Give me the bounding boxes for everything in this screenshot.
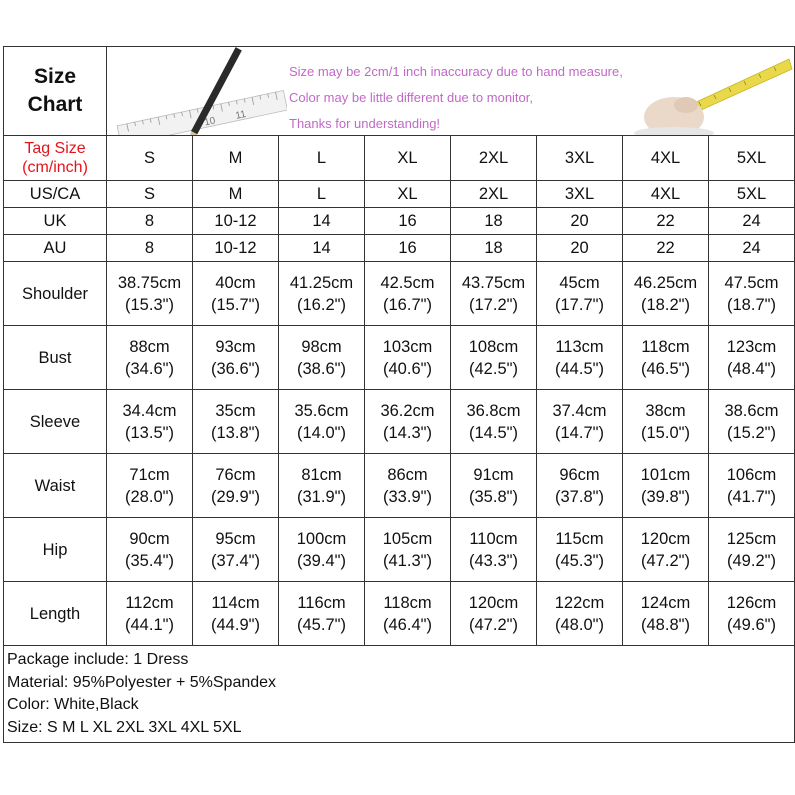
inch-value: (17.7") — [555, 295, 604, 314]
svg-text:11: 11 — [234, 108, 248, 122]
inch-value: (44.1") — [125, 615, 174, 634]
measurement-rows — [4, 262, 795, 646]
cm-value: 96cm — [559, 465, 600, 484]
measure-cell — [623, 390, 709, 454]
cm-value: 120cm — [468, 593, 519, 612]
row-label: Waist — [4, 454, 107, 518]
table-cell: 20 — [537, 235, 623, 262]
size-row-au — [4, 235, 795, 262]
table-cell: 10-12 — [193, 235, 279, 262]
cm-value: 86cm — [387, 465, 428, 484]
table-cell: XL — [365, 181, 451, 208]
inch-value: (18.7") — [727, 295, 776, 314]
inch-value: (49.2") — [727, 551, 776, 570]
measure-cell — [451, 518, 537, 582]
measure-cell — [537, 582, 623, 646]
cm-value: 101cm — [640, 465, 691, 484]
measure-cell — [279, 518, 365, 582]
row-label: AU — [4, 235, 107, 262]
measure-cell — [709, 454, 795, 518]
size-header: 4XL — [623, 136, 709, 181]
inch-value: (48.0") — [555, 615, 604, 634]
table-cell: 18 — [451, 208, 537, 235]
measure-cell — [451, 390, 537, 454]
measure-cell — [537, 454, 623, 518]
measure-cell — [279, 262, 365, 326]
note-inaccuracy: Size may be 2cm/1 inch inaccuracy due to hand measure, — [289, 64, 623, 79]
measure-cell — [193, 390, 279, 454]
inch-value: (45.7") — [297, 615, 346, 634]
measure-cell — [451, 582, 537, 646]
cm-value: 103cm — [382, 337, 433, 356]
note-thanks: Thanks for understanding! — [289, 116, 441, 131]
cm-value: 91cm — [473, 465, 514, 484]
measure-cell — [365, 390, 451, 454]
measure-cell — [193, 454, 279, 518]
chart-title: Size Chart — [4, 47, 107, 136]
cm-value: 115cm — [555, 529, 604, 548]
tag-size-label: Tag Size (cm/inch) — [4, 136, 107, 181]
inch-value: (46.5") — [641, 359, 690, 378]
inch-value: (37.4") — [211, 551, 260, 570]
inch-value: (42.5") — [469, 359, 518, 378]
cm-value: 34.4cm — [122, 401, 177, 420]
measure-cell — [365, 262, 451, 326]
inch-value: (16.7") — [383, 295, 432, 314]
inch-value: (31.9") — [297, 487, 346, 506]
inch-value: (46.4") — [383, 615, 432, 634]
inch-value: (40.6") — [383, 359, 432, 378]
cm-value: 45cm — [559, 273, 600, 292]
table-cell: 16 — [365, 208, 451, 235]
cm-value: 47.5cm — [724, 273, 779, 292]
inch-value: (33.9") — [383, 487, 432, 506]
measure-row-hip — [4, 518, 795, 582]
cm-value: 125cm — [726, 529, 777, 548]
table-cell: S — [107, 181, 193, 208]
color-info: Color: White,Black — [7, 696, 139, 713]
inch-value: (45.3") — [555, 551, 604, 570]
cm-value: 113cm — [555, 337, 604, 356]
inch-value: (41.7") — [727, 487, 776, 506]
inch-value: (38.6") — [297, 359, 346, 378]
cm-value: 38cm — [645, 401, 686, 420]
size-row-uk — [4, 208, 795, 235]
cm-value: 105cm — [382, 529, 433, 548]
measure-cell — [107, 518, 193, 582]
cm-value: 90cm — [129, 529, 170, 548]
inch-value: (48.8") — [641, 615, 690, 634]
table-cell: L — [279, 181, 365, 208]
measure-cell — [107, 582, 193, 646]
measure-cell — [623, 454, 709, 518]
inch-value: (14.3") — [383, 423, 432, 442]
cm-value: 95cm — [215, 529, 256, 548]
inch-value: (13.5") — [125, 423, 174, 442]
table-cell: 5XL — [709, 181, 795, 208]
inch-value: (44.5") — [555, 359, 604, 378]
measure-cell — [709, 390, 795, 454]
table-cell: 10-12 — [193, 208, 279, 235]
cm-value: 98cm — [301, 337, 342, 356]
row-label: Sleeve — [4, 390, 107, 454]
table-cell: 14 — [279, 208, 365, 235]
cm-value: 46.25cm — [633, 273, 698, 292]
size-header: 5XL — [709, 136, 795, 181]
cm-value: 100cm — [296, 529, 347, 548]
measure-cell — [537, 262, 623, 326]
inch-value: (14.0") — [297, 423, 346, 442]
inch-value: (47.2") — [641, 551, 690, 570]
measure-cell — [107, 326, 193, 390]
measure-row-length — [4, 582, 795, 646]
row-label: US/CA — [4, 181, 107, 208]
inch-value: (35.4") — [125, 551, 174, 570]
inch-value: (18.2") — [641, 295, 690, 314]
cm-value: 76cm — [215, 465, 256, 484]
cm-value: 122cm — [554, 593, 605, 612]
measure-cell — [451, 454, 537, 518]
cm-value: 43.75cm — [461, 273, 526, 292]
size-info: Size: S M L XL 2XL 3XL 4XL 5XL — [7, 718, 242, 736]
inch-value: (15.3") — [125, 295, 174, 314]
cm-value: 118cm — [641, 337, 690, 356]
measure-row-bust — [4, 326, 795, 390]
cm-value: 41.25cm — [289, 273, 354, 292]
measure-cell — [365, 454, 451, 518]
inch-value: (43.3") — [469, 551, 518, 570]
measure-row-shoulder — [4, 262, 795, 326]
inch-value: (44.9") — [211, 615, 260, 634]
row-label: UK — [4, 208, 107, 235]
svg-text:10: 10 — [203, 115, 217, 129]
inch-value: (15.0") — [641, 423, 690, 442]
cm-value: 37.4cm — [552, 401, 607, 420]
cm-value: 126cm — [726, 593, 777, 612]
cm-value: 108cm — [468, 337, 519, 356]
inch-value: (17.2") — [469, 295, 518, 314]
inch-value: (15.7") — [211, 295, 260, 314]
measure-cell — [709, 582, 795, 646]
inch-value: (47.2") — [469, 615, 518, 634]
measure-cell — [623, 518, 709, 582]
table-cell: 18 — [451, 235, 537, 262]
table-cell: 16 — [365, 235, 451, 262]
header-banner — [107, 47, 795, 136]
inch-value: (36.6") — [211, 359, 260, 378]
inch-value: (15.2") — [727, 423, 776, 442]
cm-value: 36.2cm — [380, 401, 435, 420]
note-color: Color may be little different due to monitor, — [289, 90, 533, 105]
cm-value: 42.5cm — [380, 273, 435, 292]
measure-cell — [279, 582, 365, 646]
measure-cell — [193, 262, 279, 326]
tag-size-row — [4, 136, 795, 181]
cm-value: 38.6cm — [724, 401, 779, 420]
inch-value: (28.0") — [125, 487, 174, 506]
table-cell: M — [193, 181, 279, 208]
size-row-us-ca — [4, 181, 795, 208]
measure-cell — [193, 582, 279, 646]
measure-cell — [623, 326, 709, 390]
cm-value: 112cm — [125, 593, 174, 612]
table-cell: 3XL — [537, 181, 623, 208]
size-chart-table — [3, 46, 795, 743]
measure-cell — [279, 390, 365, 454]
cm-value: 106cm — [726, 465, 777, 484]
pencil-ruler-illustration — [107, 47, 287, 135]
measure-cell — [107, 390, 193, 454]
inch-value: (13.8") — [211, 423, 260, 442]
table-cell: 4XL — [623, 181, 709, 208]
measure-cell — [537, 390, 623, 454]
row-label: Bust — [4, 326, 107, 390]
inch-value: (39.4") — [297, 551, 346, 570]
cm-value: 116cm — [297, 593, 346, 612]
measure-cell — [193, 518, 279, 582]
inch-value: (29.9") — [211, 487, 260, 506]
measure-cell — [623, 582, 709, 646]
table-cell: 2XL — [451, 181, 537, 208]
hand-tape-measure-illustration — [624, 47, 794, 135]
table-cell: 24 — [709, 235, 795, 262]
cm-value: 93cm — [215, 337, 256, 356]
measure-cell — [365, 518, 451, 582]
measure-cell — [537, 326, 623, 390]
table-cell: 22 — [623, 208, 709, 235]
material-info: Material: 95%Polyester + 5%Spandex — [7, 673, 277, 691]
inch-value: (35.8") — [469, 487, 518, 506]
inch-value: (37.8") — [555, 487, 604, 506]
measure-cell — [709, 326, 795, 390]
cm-value: 71cm — [129, 465, 170, 484]
info-row — [4, 646, 795, 743]
measure-cell — [365, 326, 451, 390]
measure-cell — [365, 582, 451, 646]
measure-cell — [279, 454, 365, 518]
table-cell: 8 — [107, 208, 193, 235]
cm-value: 35cm — [215, 401, 256, 420]
row-label: Hip — [4, 518, 107, 582]
table-cell: 8 — [107, 235, 193, 262]
inch-value: (48.4") — [727, 359, 776, 378]
size-chart — [3, 46, 792, 748]
inch-value: (34.6") — [125, 359, 174, 378]
header-row — [4, 47, 795, 136]
size-header: L — [279, 136, 365, 181]
cm-value: 124cm — [640, 593, 691, 612]
measure-cell — [537, 518, 623, 582]
cm-value: 38.75cm — [117, 273, 182, 292]
inch-value: (39.8") — [641, 487, 690, 506]
cm-value: 120cm — [640, 529, 691, 548]
measure-cell — [193, 326, 279, 390]
table-cell: 22 — [623, 235, 709, 262]
inch-value: (14.7") — [555, 423, 604, 442]
size-header: S — [107, 136, 193, 181]
inch-value: (14.5") — [469, 423, 518, 442]
measure-row-waist — [4, 454, 795, 518]
measure-cell — [107, 262, 193, 326]
inch-value: (41.3") — [383, 551, 432, 570]
measure-cell — [279, 326, 365, 390]
row-label: Length — [4, 582, 107, 646]
cm-value: 36.8cm — [466, 401, 521, 420]
measure-cell — [709, 262, 795, 326]
cm-value: 114cm — [211, 593, 260, 612]
size-header: M — [193, 136, 279, 181]
cm-value: 123cm — [726, 337, 777, 356]
inch-value: (16.2") — [297, 295, 346, 314]
package-info: Package include: 1 Dress — [7, 651, 189, 668]
product-info — [4, 646, 795, 743]
measure-row-sleeve — [4, 390, 795, 454]
cm-value: 35.6cm — [294, 401, 349, 420]
size-header: XL — [365, 136, 451, 181]
measure-cell — [709, 518, 795, 582]
measure-cell — [623, 262, 709, 326]
table-cell: 20 — [537, 208, 623, 235]
size-header: 3XL — [537, 136, 623, 181]
table-cell: 14 — [279, 235, 365, 262]
size-header: 2XL — [451, 136, 537, 181]
table-cell: 24 — [709, 208, 795, 235]
measure-cell — [451, 326, 537, 390]
inch-value: (49.6") — [727, 615, 776, 634]
cm-value: 81cm — [301, 465, 342, 484]
measure-cell — [451, 262, 537, 326]
cm-value: 88cm — [129, 337, 170, 356]
cm-value: 110cm — [469, 529, 518, 548]
measure-cell — [107, 454, 193, 518]
cm-value: 40cm — [215, 273, 256, 292]
cm-value: 118cm — [383, 593, 432, 612]
row-label: Shoulder — [4, 262, 107, 326]
